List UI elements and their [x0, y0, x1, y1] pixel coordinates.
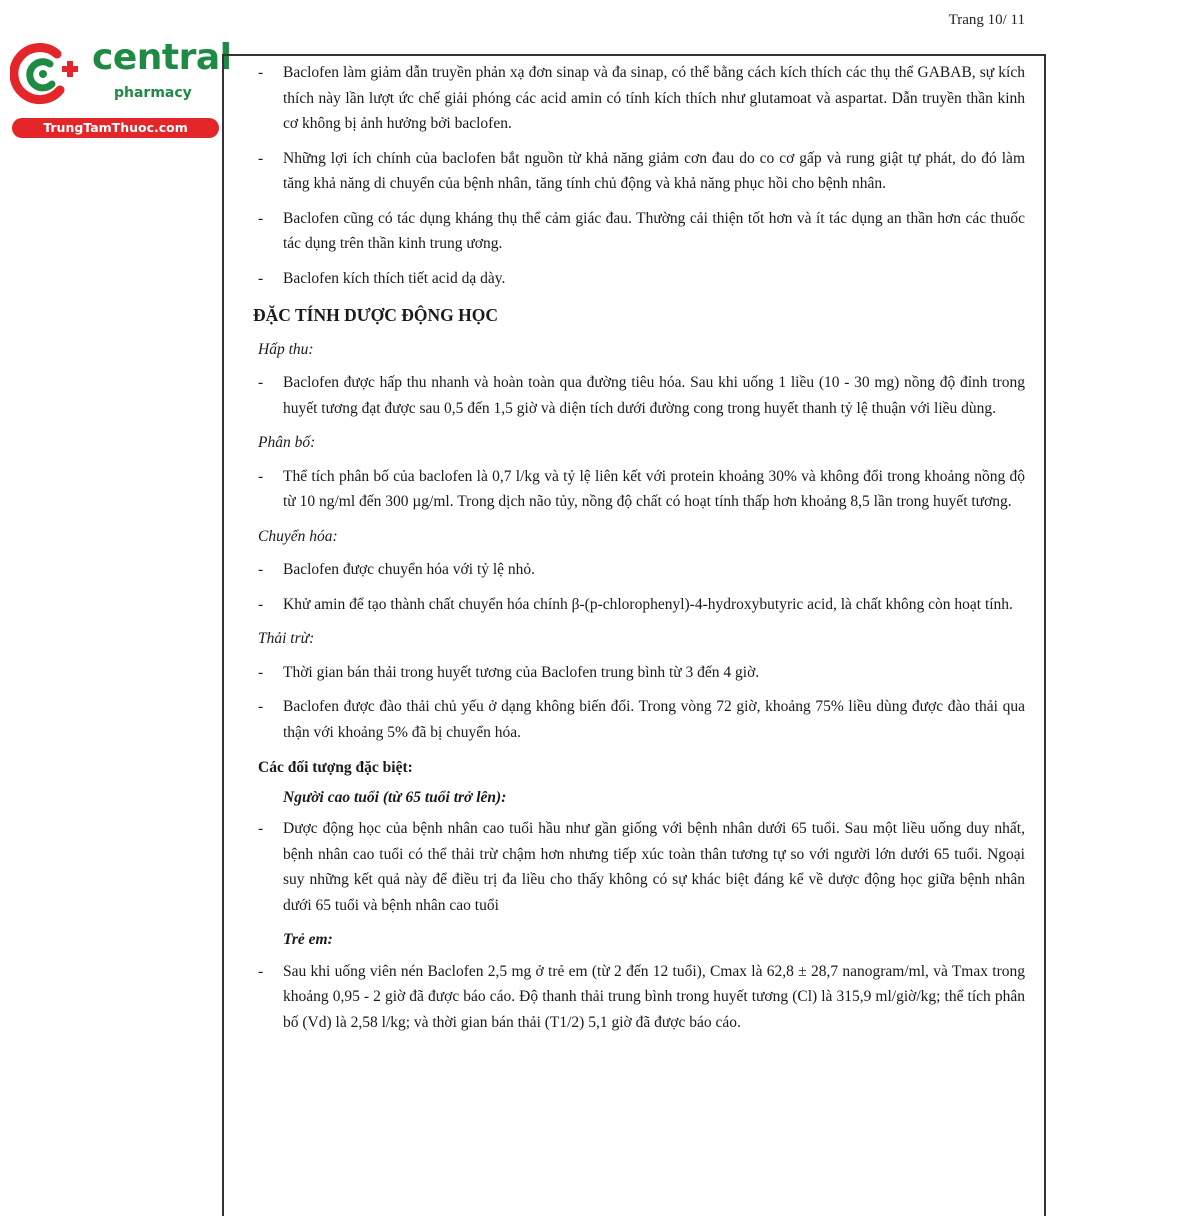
- list-item: - Baclofen được hấp thu nhanh và hoàn toàn qua đường tiêu hóa. Sau khi uống 1 liều (10 - 30 mg) nồng độ đỉnh trong huyết tương đạt được sau 0,5 đến 1,5 giờ và diện tích dưới đường cong trong huyết thanh tỷ lệ thuận với liều dùng.: [255, 370, 1025, 421]
- section-heading: ĐẶC TÍNH DƯỢC ĐỘNG HỌC: [253, 305, 499, 325]
- page-number: Trang 10/ 11: [948, 12, 1025, 28]
- absorption-label: Hấp thu:: [258, 340, 314, 358]
- list-item: - Thể tích phân bố của baclofen là 0,7 l/kg và tỷ lệ liên kết với protein khoảng 30% và không đổi trong khoảng nồng độ từ 10 ng/ml đến 300 µg/ml. Trong dịch não tủy, nồng độ chất có hoạt tính thấp hơn khoảng 8,5 lần trong huyết tương.: [255, 464, 1025, 515]
- intro-list: [255, 60, 1025, 291]
- pharmacy-logo[interactable]: [10, 37, 232, 138]
- list-item: - Thời gian bán thải trong huyết tương của Baclofen trung bình từ 3 đến 4 giờ.: [255, 660, 1025, 686]
- list-item: - Baclofen làm giảm dẫn truyền phản xạ đơn sinap và đa sinap, có thể bằng cách kích thích các thụ thể GABAB, sự kích thích này lần lượt ức chế giải phóng các acid amin có tính kích thích như glutamoat và aspartat. Dẫn truyền thần kinh cơ không bị ảnh hưởng bởi baclofen.: [255, 60, 1025, 137]
- pharmacy-logo-icon: [10, 38, 80, 110]
- elimination-label: Thải trừ:: [258, 630, 315, 647]
- document-body: [255, 60, 1025, 1044]
- list-item: - Những lợi ích chính của baclofen bắt nguồn từ khả năng giảm cơn đau do co cơ gấp và rung giật tự phát, do đó làm tăng khả năng di chuyển của bệnh nhân, tăng tính chủ động và khả năng phục hồi cho bệnh nhân.: [255, 146, 1025, 197]
- list-item: - Sau khi uống viên nén Baclofen 2,5 mg ở trẻ em (từ 2 đến 12 tuổi), Cmax là 62,8 ± 28,7 nanogram/ml, và Tmax trong khoảng 0,95 - 2 giờ đã được báo cáo. Độ thanh thải trung bình trong huyết tương (Cl) là 315,9 ml/giờ/kg; thể tích phân bố (Vd) là 2,58 l/kg; và thời gian bán thải (T1/2) 5,1 giờ đã được báo cáo.: [255, 959, 1025, 1036]
- list-item: - Baclofen cũng có tác dụng kháng thụ thể cảm giác đau. Thường cải thiện tốt hơn và ít tác dụng an thần hơn các thuốc tác dụng trên thần kinh trung ương.: [255, 206, 1025, 257]
- list-item: - Baclofen kích thích tiết acid dạ dày.: [255, 266, 1025, 292]
- children-label: Trẻ em:: [283, 931, 333, 948]
- list-item: - Baclofen được chuyển hóa với tỷ lệ nhỏ.: [255, 557, 1025, 583]
- list-item: - Dược động học của bệnh nhân cao tuổi hầu như gần giống với bệnh nhân dưới 65 tuổi. Sau một liều uống duy nhất, bệnh nhân cao tuổi có thể thải trừ chậm hơn nhưng tiếp xúc toàn thân tương tự so với người lớn dưới 65 tuổi. Ngoại suy những kết quả này để điều trị đa liều cho thấy không có sự khác biệt đáng kể về dược động học giữa bệnh nhân dưới 65 tuổi và bệnh nhân cao tuổi: [255, 816, 1025, 918]
- list-item: - Khử amin để tạo thành chất chuyển hóa chính β-(p-chlorophenyl)-4-hydroxybutyric acid, là chất không còn hoạt tính.: [255, 592, 1025, 618]
- elderly-label: Người cao tuổi (từ 65 tuổi trở lên):: [283, 788, 507, 806]
- logo-url-badge[interactable]: TrungTamThuoc.com: [12, 118, 219, 138]
- special-populations-heading: Các đối tượng đặc biệt:: [258, 759, 413, 776]
- distribution-label: Phân bố:: [258, 434, 316, 451]
- metabolism-label: Chuyển hóa:: [258, 527, 338, 545]
- list-item: - Baclofen được đào thải chủ yếu ở dạng không biến đổi. Trong vòng 72 giờ, khoảng 75% liều dùng được đào thải qua thận với khoảng 5% đã bị chuyển hóa.: [255, 694, 1025, 745]
- logo-subtitle: pharmacy: [114, 85, 192, 101]
- logo-name: central: [92, 37, 232, 78]
